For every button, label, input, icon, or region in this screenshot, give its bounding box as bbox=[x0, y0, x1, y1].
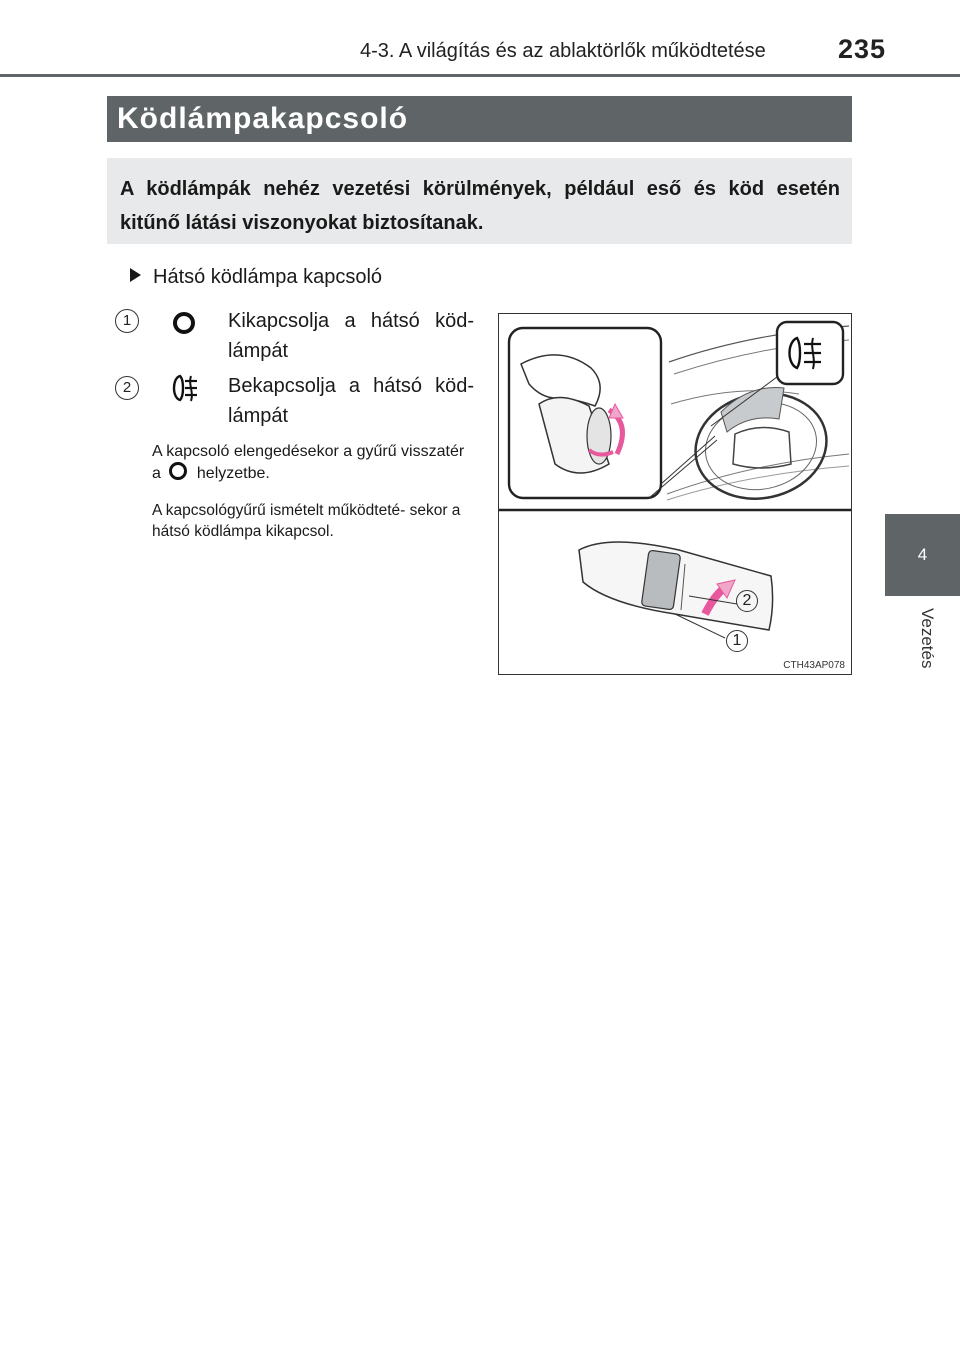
figure-illustration bbox=[498, 313, 852, 675]
figure-callout-2: 2 bbox=[736, 590, 758, 612]
title-bar bbox=[107, 96, 852, 142]
note-release-tail: helyzetbe. bbox=[196, 465, 270, 482]
figure-callout-1: 1 bbox=[726, 630, 748, 652]
item-number-2: 2 bbox=[115, 376, 139, 400]
page-number: 235 bbox=[838, 34, 887, 64]
figure-code: CTH43AP078 bbox=[783, 660, 845, 671]
item-number-1: 1 bbox=[115, 309, 139, 333]
header-divider bbox=[0, 74, 960, 77]
chapter-tab bbox=[885, 514, 960, 596]
figure-drawing bbox=[499, 314, 851, 674]
off-ring-icon bbox=[170, 309, 198, 337]
note-release bbox=[152, 441, 474, 484]
intro-box bbox=[107, 158, 852, 244]
triangle-bullet-icon bbox=[130, 268, 141, 282]
rear-fog-lamp-icon bbox=[168, 372, 202, 404]
note-repeat: A kapcsológyűrű ismételt működteté- sekor a hátsó ködlámpa kikapcsol. bbox=[152, 502, 461, 540]
subheading-text: Hátsó ködlámpa kapcsoló bbox=[153, 266, 383, 288]
section-header: 4-3. A világítás és az ablaktörlők működtetése bbox=[360, 40, 766, 62]
chapter-name: Vezetés bbox=[918, 608, 937, 669]
subheading bbox=[130, 266, 382, 289]
item-text-2: Bekapcsolja a hátsó köd- lámpát bbox=[228, 375, 474, 427]
intro-text: A ködlámpák nehéz vezetési körülmények, például eső és köd esetén kitűnő látási viszonyokat biztosítanak. bbox=[120, 178, 840, 234]
off-ring-inline-icon bbox=[169, 462, 187, 480]
page-title: Ködlámpakapcsoló bbox=[117, 102, 409, 135]
item-text-1: Kikapcsolja a hátsó köd- lámpát bbox=[228, 310, 474, 362]
note-release-text: A kapcsoló elengedésekor a gyűrű visszatér a bbox=[152, 443, 465, 482]
chapter-number: 4 bbox=[917, 545, 928, 564]
